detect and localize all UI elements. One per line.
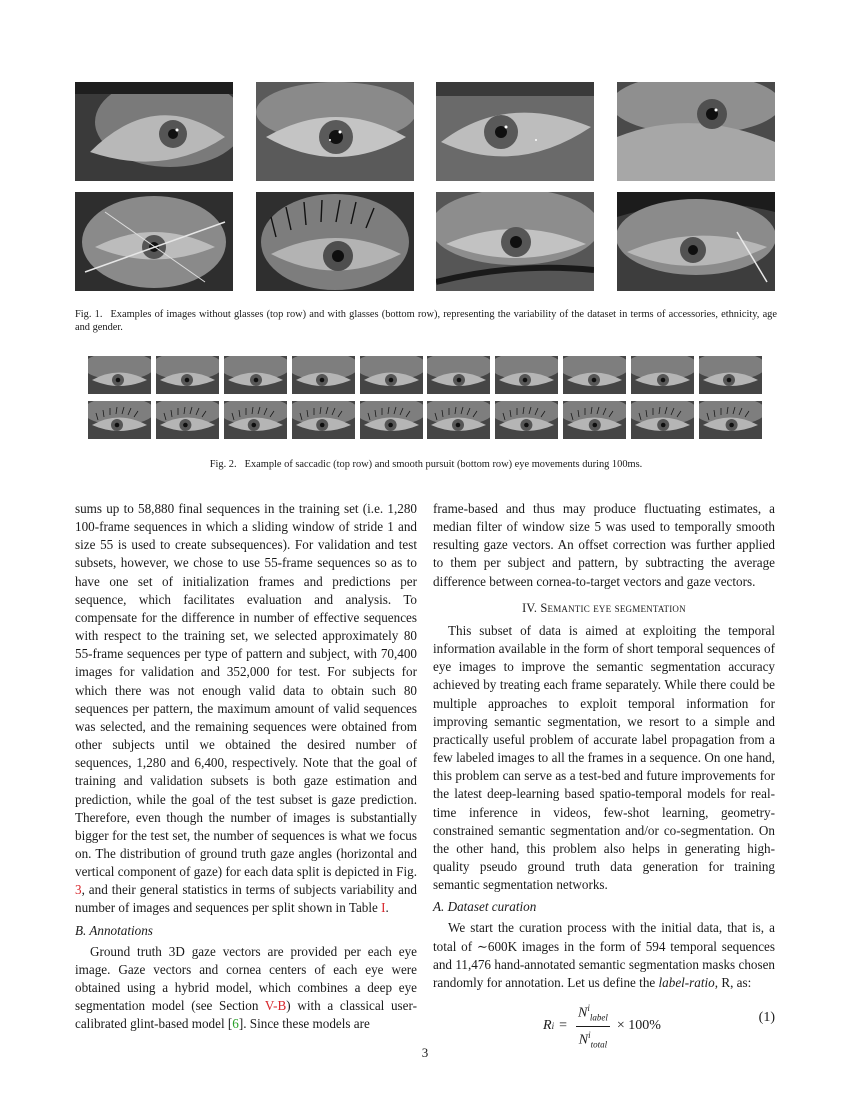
figure-1-caption (75, 308, 777, 334)
eq-num-sub: label (589, 1012, 608, 1023)
section-title: Semantic eye segmentation (540, 600, 686, 615)
eq-lhs-sup: i (551, 1020, 555, 1031)
section-number: IV. (522, 600, 538, 615)
paragraph (433, 919, 775, 992)
eye-thumbnail (224, 356, 287, 394)
citation-link[interactable]: 6 (232, 1016, 239, 1032)
eye-thumbnail (360, 401, 423, 439)
defined-term: label-ratio (658, 974, 715, 990)
eye-thumbnail (495, 356, 558, 394)
eye-thumbnail (699, 356, 762, 394)
paragraph: This subset of data is aimed at exploiting the temporal information available in the form of short temporal sequences of eye images to improve the semantic segmentation accuracy achieved by treating each frame separately. While there could be multiple approaches to exploit temporal information for improving semantic segmentation, we resort to a simple and practically useful problem of accurate label propagation from a few labeled images to all the frames in a sequence. On one hand, this problem can serve as a test-bed and future improvements for the latest deep-learning based spatio-temporal models for real-time inference in videos, few-shot learning, geometry-constrained semantic segmentation and/or co-segmentation. On the other hand, this problem also helps in generating high-quality pseudo ground truth data generation for training semantic segmentation networks. (433, 622, 775, 893)
figure-1-bottom-row (75, 192, 775, 291)
section-heading (433, 599, 775, 617)
equation-1 (433, 998, 775, 1049)
eye-thumbnail (563, 401, 626, 439)
eye-image (256, 192, 414, 291)
eq-den-sup: i (588, 1029, 591, 1040)
text-run: sums up to 58,880 final sequences in the training set (i.e. 1,280 100-frame sequences in which a sliding window of stride 1 and size 55 is used to create subsequences). For validation and test subsets, however, we chose to use 55-frame sequences so as to have one set of initialization frames and predictions per sequence, which facilitates evaluation and analysis. To compensate for the difference in number of effective sequences with respect to the training set, we selected approximately 80 55-frame sequences per type of pattern and subject, with 70,400 images for validation and 352,000 for test. For subjects for which there was not enough valid data to obtain such 80 sequences per pattern, the maximum amount of valid sequences was selected, and the remaining sequences were obtained from other subjects until we obtained the desired number of sequences, 1,280 and 6,400, respectively. Note that the goal of training and validation subsets is both gaze estimation and prediction, while the goal of the test subset is gaze prediction. Therefore, even though the number of images is substantially bigger for the test set, the number of sequences is what we focus on. The distribution of ground truth gaze angles (horizontal and vertical component of gaze) for each data split is depicted in Fig. (75, 501, 417, 880)
eye-thumbnail (699, 401, 762, 439)
figure-2-caption (75, 458, 777, 471)
figure-2-pursuit-row (88, 401, 762, 439)
page-number: 3 (421, 1045, 429, 1060)
figure-2-caption-text: Example of saccadic (top row) and smooth pursuit (bottom row) eye movements during 100ms. (244, 459, 643, 470)
eye-thumbnail (224, 401, 287, 439)
eye-image (617, 82, 775, 181)
table-reference-link[interactable]: I (381, 900, 386, 916)
eye-image (617, 192, 775, 291)
paragraph: frame-based and thus may produce fluctuating estimates, a median filter of window size 5 was used to temporally smooth resulting gaze vectors. An offset correction was further applied to them per subject and pattern, by subtracting the average difference between cornea-to-target vectors and gaze vectors. (433, 501, 775, 589)
eq-num-base: N (577, 1005, 588, 1021)
text-run: We start the curation process with the initial data, that is, a total of ∼600K images in the form of 594 temporal sequences and 11,476 hand-annotated semantic segmentation masks chosen randomly for annotation. Let us define the (433, 920, 775, 990)
eye-thumbnail (427, 356, 490, 394)
subsection-heading: B. Annotations (75, 922, 153, 938)
eye-thumbnail (88, 401, 151, 439)
eye-thumbnail (495, 401, 558, 439)
eye-thumbnail (360, 356, 423, 394)
figure-1-caption-text: Examples of images without glasses (top row) and with glasses (bottom row), representing the variability of the dataset in terms of accessories, ethnicity, age and gender. (75, 309, 777, 333)
figure-1 (75, 82, 775, 302)
eye-thumbnail (292, 356, 355, 394)
section-reference-link[interactable]: V-B (264, 998, 287, 1014)
eye-image (436, 192, 594, 291)
eq-numerator (576, 1000, 610, 1026)
eq-equals: = (559, 1017, 567, 1033)
eye-thumbnail (156, 401, 219, 439)
eq-den-base: N (578, 1032, 589, 1048)
text-run: , R, as: (714, 974, 752, 990)
figure-2-label: Fig. 2. (209, 459, 237, 470)
eq-num-sup: i (587, 1003, 590, 1014)
text-run: ) with a classical user-calibrated glint-based model [ (75, 998, 417, 1032)
figure-1-top-row (75, 82, 775, 181)
eye-thumbnail (427, 401, 490, 439)
eye-thumbnail (563, 356, 626, 394)
eq-lhs: R (543, 1017, 552, 1033)
paragraph (75, 500, 417, 918)
right-column (433, 500, 775, 1049)
figure-2-saccadic-row (88, 356, 762, 394)
eye-image (256, 82, 414, 181)
left-column (75, 500, 417, 1034)
figure-reference-link[interactable]: 3 (75, 882, 82, 898)
paragraph (75, 943, 417, 1034)
subsection-heading: A. Dataset curation (433, 899, 537, 915)
figure-1-label: Fig. 1. (75, 309, 103, 320)
eq-den-sub: total (590, 1038, 608, 1049)
text-run: , and their general statistics in terms of subjects variability and number of images and sequences per split shown in Table (75, 882, 417, 916)
eye-thumbnail (631, 356, 694, 394)
eye-thumbnail (292, 401, 355, 439)
eye-thumbnail (631, 401, 694, 439)
eye-image (75, 82, 233, 181)
eye-thumbnail (156, 356, 219, 394)
text-run: ]. Since these models are (238, 1016, 370, 1032)
eq-times-percent: × 100% (616, 1017, 661, 1033)
eye-image (75, 192, 233, 291)
eye-thumbnail (88, 356, 151, 394)
figure-2 (88, 356, 762, 446)
text-run: Ground truth 3D gaze vectors are provided per each eye image. Gaze vectors and cornea centers of each eye were obtained using a hybrid model, which combines a deep eye segmentation model (see Section (75, 943, 417, 1014)
text-run: . (385, 900, 389, 916)
eye-image (436, 82, 594, 181)
equation-number: (1) (758, 1010, 775, 1026)
